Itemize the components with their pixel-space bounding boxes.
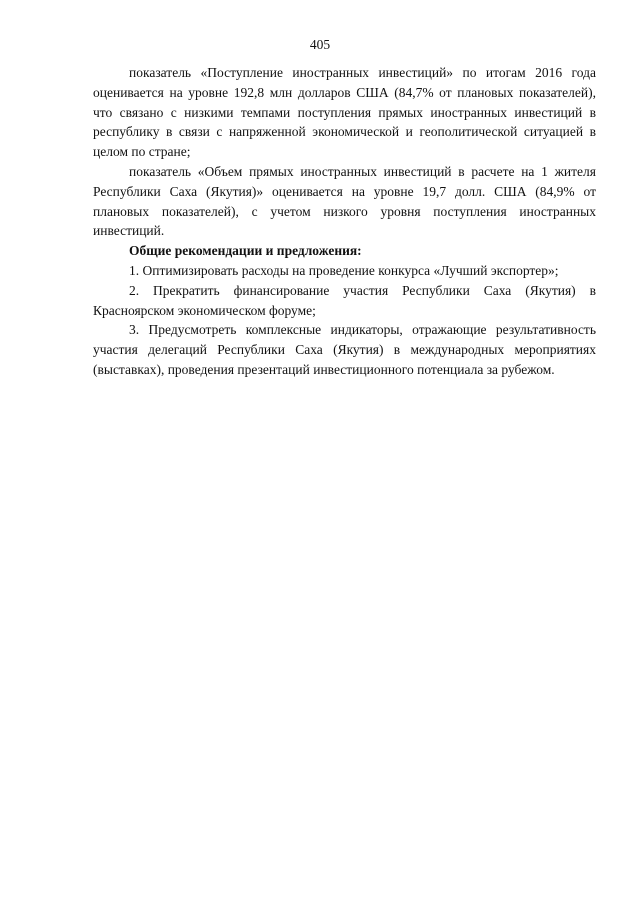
document-body [93, 63, 596, 380]
recommendation-item: 1. Оптимизировать расходы на проведение конкурса «Лучший экспортер»; [129, 262, 559, 278]
recommendation-item: 2. Прекратить финансирование участия Республики Саха (Якутия) в Красноярском экономическом форуме; [93, 282, 596, 318]
recommendations-heading: Общие рекомендации и предложения: [129, 243, 362, 259]
paragraph-direct-investment-per-capita: показатель «Объем прямых иностранных инвестиций в расчете на 1 жителя Республики Саха (Якутия)» оценивается на уровне 19,7 долл. США (84,9% от плановых показателей), с учетом низкого уровня поступления иностранных инвестиций. [93, 163, 596, 239]
paragraph-foreign-investment-inflow: показатель «Поступление иностранных инвестиций» по итогам 2016 года оценивается на уровне 192,8 млн долларов США (84,7% от плановых показателей), что связано с низкими темпами поступления прямых иностранных инвестиций в республику в связи с напряженной экономической и геополитической ситуацией в целом по стране; [93, 65, 596, 160]
recommendation-item: 3. Предусмотреть комплексные индикаторы, отражающие результативность участия делегаций Республики Саха (Якутия) в международных мероприятиях (выставках), проведения презентаций инвестиционного потенциала за рубежом. [93, 322, 596, 377]
page-number: 405 [309, 37, 331, 52]
